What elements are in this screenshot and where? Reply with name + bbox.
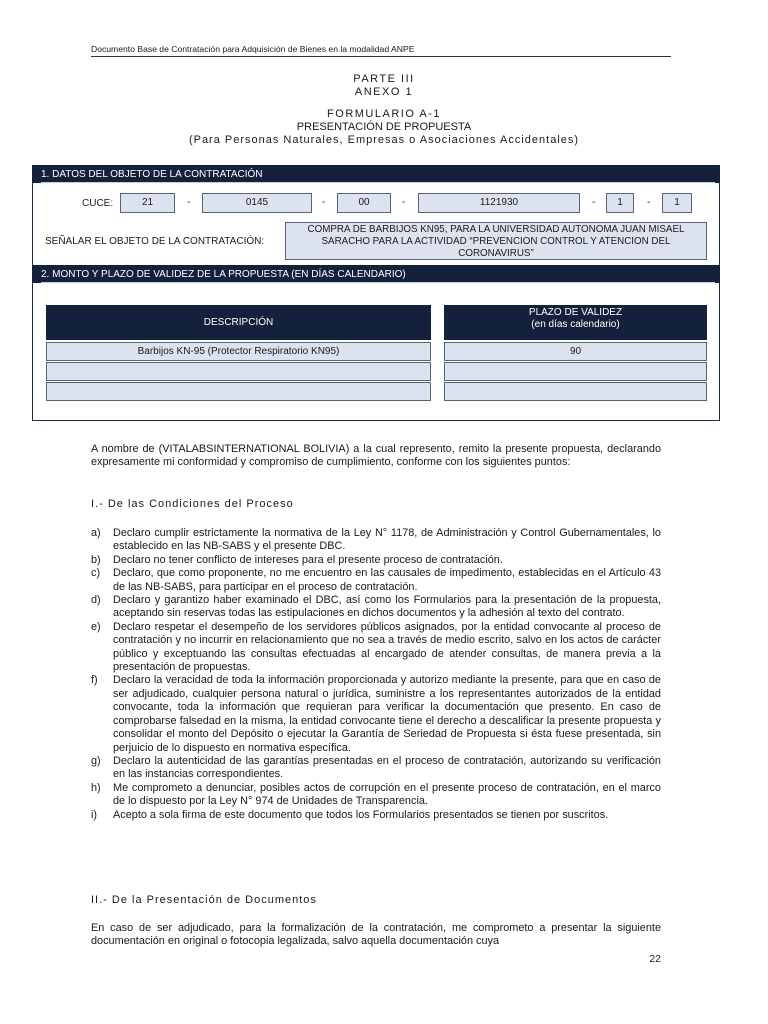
table-row-plazo[interactable] — [444, 362, 707, 381]
cuce-dash: - — [187, 197, 191, 208]
section-1-header: 1. DATOS DEL OBJETO DE LA CONTRATACIÓN — [32, 165, 720, 183]
table-row-descripcion[interactable]: Barbijos KN-95 (Protector Respiratorio KN95) — [46, 342, 431, 361]
heading-condiciones: I.- De las Condiciones del Proceso — [91, 498, 294, 510]
objeto-field[interactable]: COMPRA DE BARBIJOS KN95, PARA LA UNIVERSIDAD AUTONOMA JUAN MISAEL SARACHO PARA LA ACTIVIDAD “PREVENCION CONTROL Y ATENCION DEL CORONAVIRUS” — [285, 222, 707, 260]
list-item: h) Me comprometo a denunciar, posibles actos de corrupción en el presente proceso de contratación, en el marco de lo dispuesto por la Ley N° 974 de Unidades de Transparencia. — [91, 781, 661, 808]
cuce-field-2[interactable]: 0145 — [202, 193, 312, 213]
form-subtitle: (Para Personas Naturales, Empresas o Asociaciones Accidentales) — [188, 134, 580, 146]
table-row-plazo[interactable]: 90 — [444, 342, 707, 361]
list-item: d) Declaro y garantizo haber examinado el DBC, así como los Formularios para la presentación de la propuesta, aceptando sin reservas todas las estipulaciones en dichos documentos y la adhesión al texto del contrato. — [91, 594, 661, 620]
closing-paragraph: En caso de ser adjudicado, para la formalización de la contratación, me comprometo a presentar la siguiente documentación en original o fotocopia legalizada, salvo aquella documentación cuya — [91, 922, 661, 948]
table-row-descripcion[interactable] — [46, 382, 431, 401]
intro-paragraph: A nombre de (VITALABSINTERNATIONAL BOLIVIA) a la cual represento, remito la presente propuesta, declarando expresamente mi conformidad y compromiso de cumplimiento, conforme con los siguientes puntos: — [91, 443, 661, 469]
list-item: a) Declaro cumplir estrictamente la normativa de la Ley N° 1178, de Administración y Control Gubernamentales, lo establecido en las NB-SABS y el presente DBC. — [91, 527, 661, 553]
cuce-label: CUCE: — [82, 198, 114, 209]
page-number: 22 — [649, 953, 661, 965]
cuce-dash: - — [647, 197, 651, 208]
objeto-label: SEÑALAR EL OBJETO DE LA CONTRATACIÓN: — [45, 236, 265, 247]
cuce-field-1[interactable]: 21 — [120, 193, 175, 213]
col-descripcion-header: DESCRIPCIÓN — [46, 305, 431, 340]
parte-title: PARTE III — [353, 73, 415, 85]
table-row-descripcion[interactable] — [46, 362, 431, 381]
formulario-title: FORMULARIO A-1 — [327, 108, 441, 120]
cuce-field-3[interactable]: 00 — [337, 193, 391, 213]
cuce-dash: - — [592, 197, 596, 208]
list-item: g) Declaro la autenticidad de las garantías presentadas en el proceso de contratación, autorizando su verificación en las instancias correspondientes. — [91, 754, 661, 781]
cuce-field-6[interactable]: 1 — [662, 193, 692, 213]
table-row-plazo[interactable] — [444, 382, 707, 401]
cuce-field-4[interactable]: 1121930 — [418, 193, 580, 213]
heading-documentos: II.- De la Presentación de Documentos — [91, 894, 317, 906]
list-item: f) Declaro la veracidad de toda la información proporcionada y autorizo mediante la presente, para que en caso de ser adjudicado, cualquier persona natural o jurídica, suministre a los representantes autorizados de la entidad convocante, toda la información que requieran para verificar la documentación que presento. En caso de comprobarse falsedad en la misma, la entidad convocante tiene el derecho a descalificar la presente propuesta y consolidar el monto del Depósito o ejecutar la Garantía de Seriedad de Propuesta si ésta fuese presentada, sin perjuicio de lo dispuesto en normativa específica. — [91, 674, 661, 754]
running-header: Documento Base de Contratación para Adquisición de Bienes en la modalidad ANPE — [91, 44, 671, 57]
list-item: e) Declaro respetar el desempeño de los servidores públicos asignados, por la entidad convocante al proceso de contratación y no incurrir en relacionamiento que no sea a través de medio escrito, salvo en los actos de carácter público y exceptuando las consultas efectuadas al encargado de atender consultas, de manera previa a la presentación de propuestas. — [91, 620, 661, 674]
cuce-dash: - — [322, 197, 326, 208]
declarations-list — [91, 527, 661, 822]
form-titles — [0, 73, 768, 147]
list-item: b) Declaro no tener conflicto de intereses para el presente proceso de contratación. — [91, 553, 503, 566]
list-item: c) Declaro, que como proponente, no me encuentro en las causales de impedimento, establecidas en el Artículo 43 de las NB-SABS, para participar en el proceso de contratación. — [91, 567, 661, 593]
anexo-title: ANEXO 1 — [354, 86, 414, 98]
presentacion-title: PRESENTACIÓN DE PROPUESTA — [296, 121, 472, 133]
section-2-header: 2. MONTO Y PLAZO DE VALIDEZ DE LA PROPUESTA (EN DÍAS CALENDARIO) — [32, 265, 720, 283]
cuce-dash: - — [402, 197, 406, 208]
col-plazo-header: PLAZO DE VALIDEZ (en días calendario) — [444, 305, 707, 340]
cuce-field-5[interactable]: 1 — [606, 193, 634, 213]
list-item: i) Acepto a sola firma de este documento que todos los Formularios presentados se tienen por suscritos. — [91, 808, 609, 821]
